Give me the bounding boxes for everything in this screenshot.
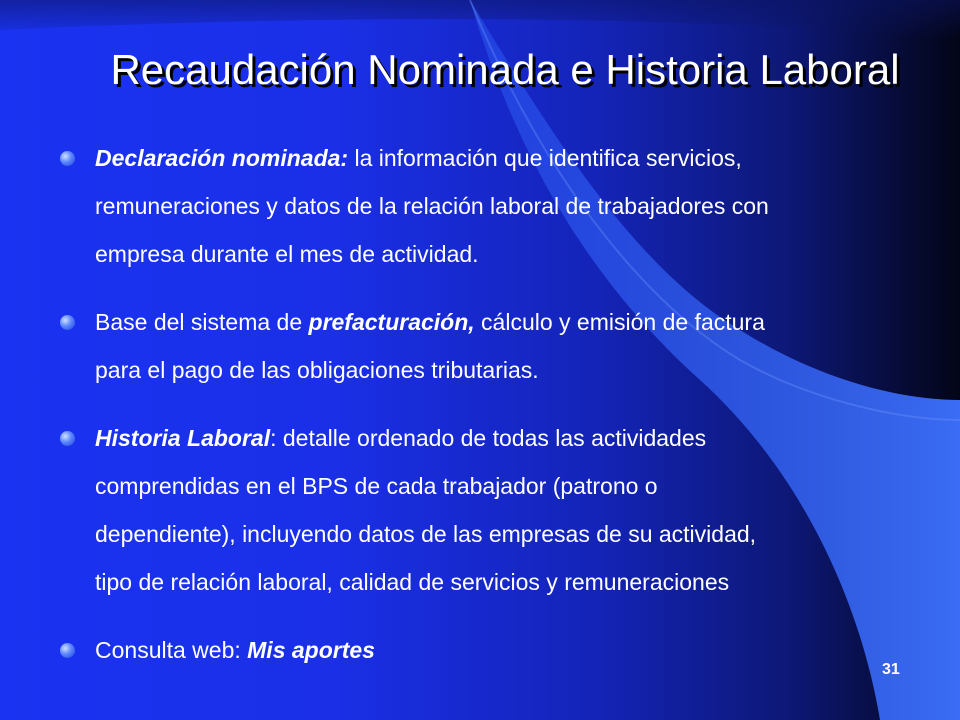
bullet-emphasis: prefacturación, <box>308 309 475 335</box>
bullet-line: para el pago de las obligaciones tributarias. <box>95 357 539 383</box>
bullet-dot-icon <box>60 643 75 658</box>
bullet-dot-icon <box>60 315 75 330</box>
bullet-text <box>95 298 765 394</box>
bullet-line: : detalle ordenado de todas las actividades <box>270 425 707 451</box>
bullet-text <box>95 626 375 674</box>
bullet-line: Consulta web: <box>95 637 248 663</box>
bullet-line: dependiente), incluyendo datos de las empresas de su actividad, <box>95 521 757 547</box>
bullet-line: cálculo y emisión de factura <box>474 309 765 335</box>
bullet-emphasis: Declaración nominada: <box>95 145 349 171</box>
bullet-emphasis: Historia Laboral <box>95 425 271 451</box>
bullet-dot-icon <box>60 151 75 166</box>
slide-title: Recaudación Nominada e Historia Laboral <box>110 46 900 93</box>
bullet-dot-icon <box>60 431 75 446</box>
bullet-line: Base del sistema de <box>95 309 309 335</box>
bullet-line: comprendidas en el BPS de cada trabajador (patrono o <box>95 473 658 499</box>
bullet-line: remuneraciones y datos de la relación laboral de trabajadores con <box>95 193 769 219</box>
bullet-text <box>95 414 756 606</box>
bullet-line: empresa durante el mes de actividad. <box>95 241 479 267</box>
bullet-emphasis: Mis aportes <box>247 637 375 663</box>
bullet-line: la información que identifica servicios, <box>348 145 742 171</box>
bullet-text <box>95 134 769 278</box>
bullet-line: tipo de relación laboral, calidad de servicios y remuneraciones <box>95 569 730 595</box>
page-number: 31 <box>882 661 900 678</box>
